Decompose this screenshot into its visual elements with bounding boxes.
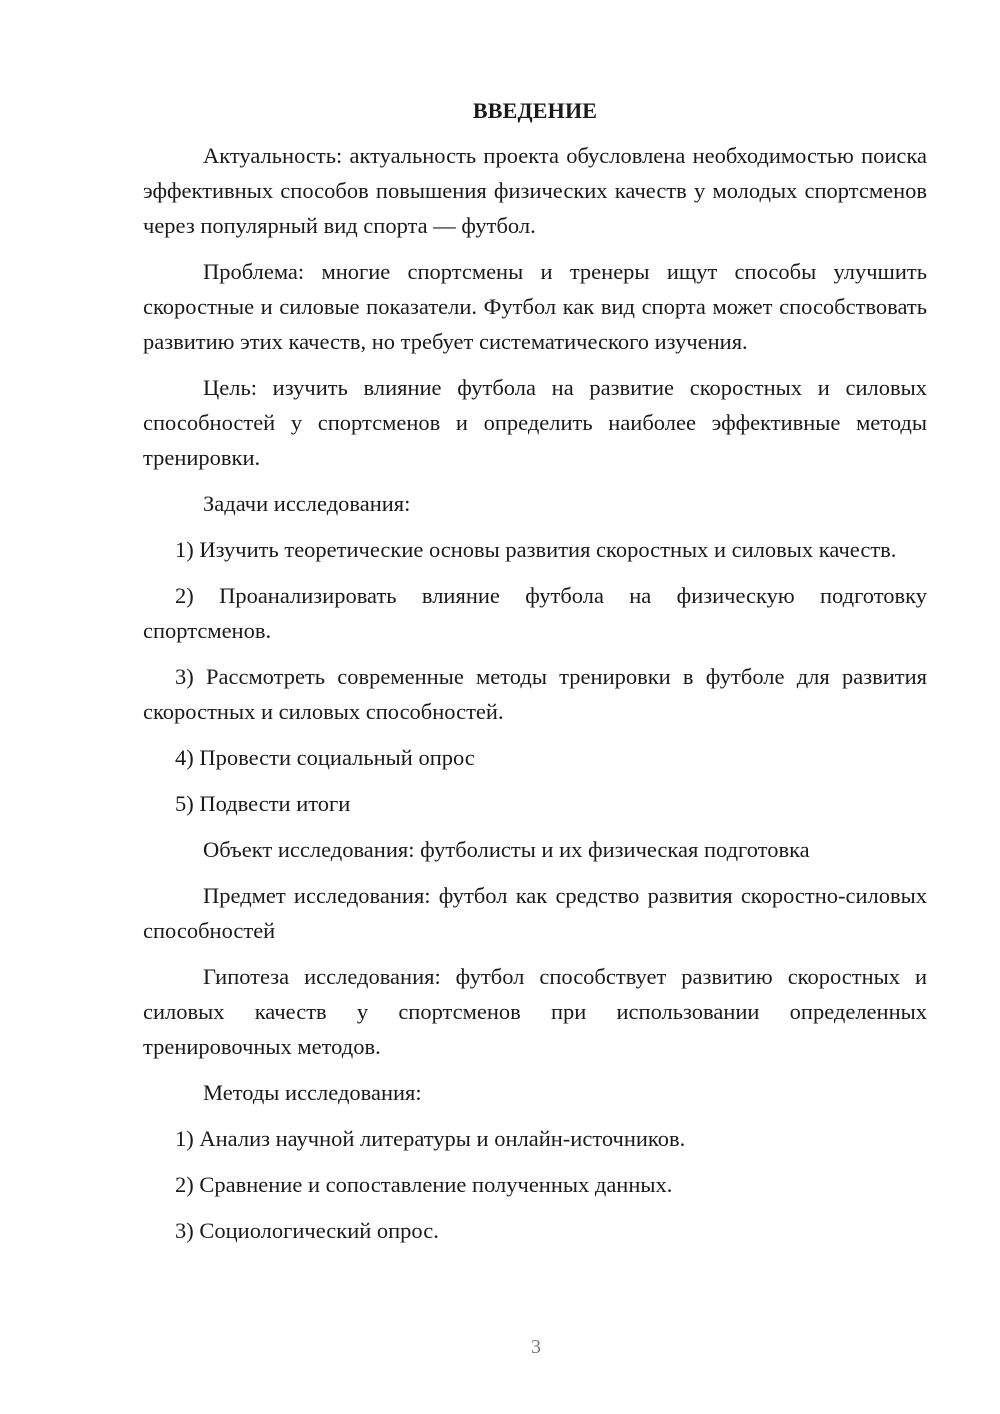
list-item-task-4: 4) Провести социальный опрос (175, 745, 475, 770)
list-item-method-1: 1) Анализ научной литературы и онлайн-источников. (175, 1126, 686, 1151)
paragraph-object: Объект исследования: футболисты и их физическая подготовка (203, 837, 810, 862)
list-item-method-2: 2) Сравнение и сопоставление полученных данных. (175, 1172, 673, 1197)
paragraph-goal: Цель: изучить влияние футбола на развитие скоростных и силовых способностей у спортсменов и определить наиболее эффективные методы тренировки. (143, 375, 927, 470)
list-item-task-5: 5) Подвести итоги (175, 791, 351, 816)
paragraph-relevance: Актуальность: актуальность проекта обусловлена необходимостью поиска эффективных способов повышения физических качеств у молодых спортсменов через популярный вид спорта — футбол. (143, 143, 927, 238)
list-item-task-3: 3) Рассмотреть современные методы тренировки в футболе для развития скоростных и силовых способностей. (143, 664, 927, 724)
section-title: ВВЕДЕНИЕ (472, 98, 598, 123)
list-item-method-3: 3) Социологический опрос. (175, 1218, 439, 1243)
page-content (143, 93, 927, 1259)
page-number: 3 (531, 1336, 541, 1358)
paragraph-hypothesis: Гипотеза исследования: футбол способствует развитию скоростных и силовых качеств у спортсменов при использовании определенных тренировочных методов. (143, 964, 927, 1059)
list-item-task-1: 1) Изучить теоретические основы развития скоростных и силовых качеств. (175, 537, 897, 562)
paragraph-tasks-heading: Задачи исследования: (203, 491, 411, 516)
paragraph-methods-heading: Методы исследования: (203, 1080, 422, 1105)
paragraph-subject: Предмет исследования: футбол как средство развития скоростно-силовых способностей (143, 883, 927, 943)
paragraph-problem: Проблема: многие спортсмены и тренеры ищут способы улучшить скоростные и силовые показатели. Футбол как вид спорта может способствовать развитию этих качеств, но требует систематического изучения. (143, 259, 927, 354)
list-item-task-2: 2) Проанализировать влияние футбола на физическую подготовку спортсменов. (143, 583, 927, 643)
